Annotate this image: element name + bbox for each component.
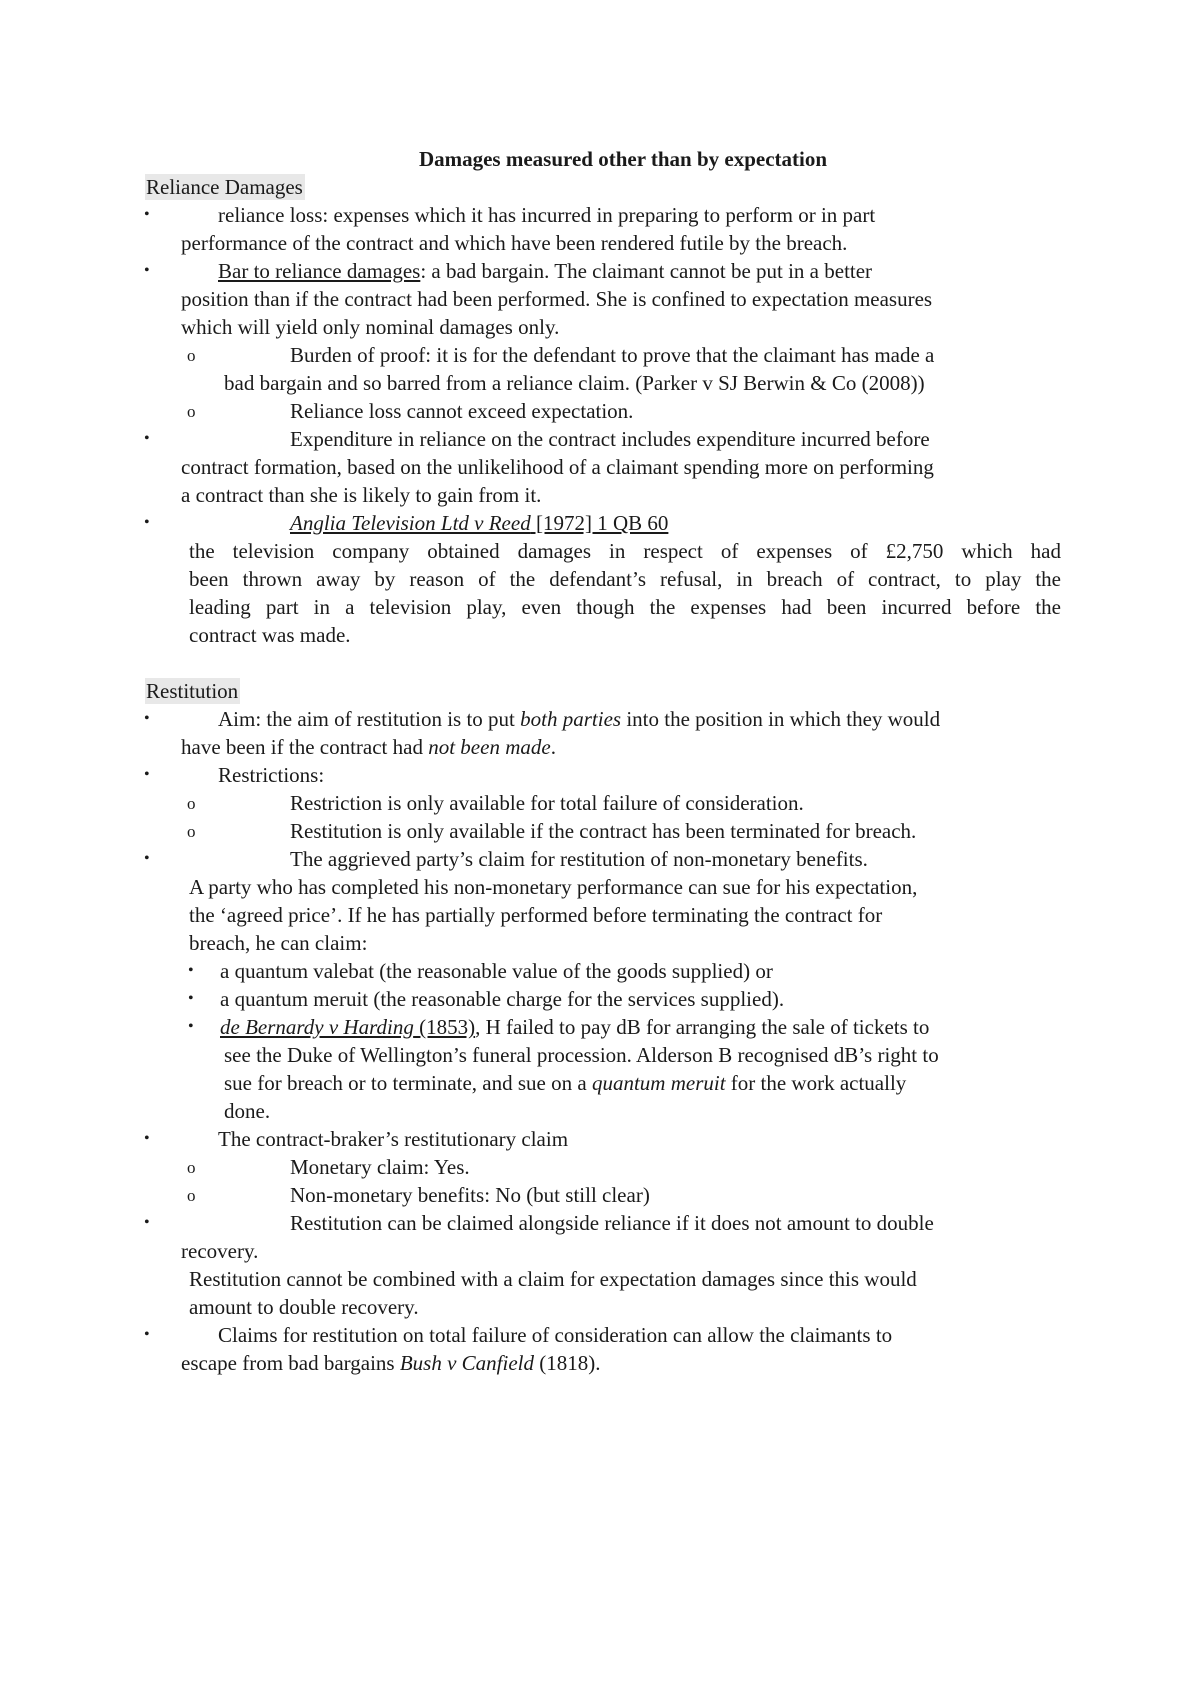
- restitution-line: Restitution cannot be combined with a claim for expectation damages since this would: [189, 1267, 917, 1291]
- reliance-line: which will yield only nominal damages only.: [181, 315, 560, 339]
- emphasis-text: both parties: [520, 707, 622, 731]
- bullet-marker: •: [144, 262, 150, 279]
- restitution-line: a quantum valebat (the reasonable value of the goods supplied) or: [220, 959, 773, 983]
- restitution-text: .: [550, 735, 556, 759]
- restitution-line: a quantum meruit (the reasonable charge for the services supplied).: [220, 987, 785, 1011]
- case-citation-bernardy: [220, 1014, 929, 1040]
- reliance-line: contract formation, based on the unlikelihood of a claimant spending more on performing: [181, 455, 934, 479]
- restitution-line: amount to double recovery.: [189, 1295, 419, 1319]
- bullet-marker: •: [188, 962, 194, 979]
- sub-bullet-marker: o: [187, 794, 196, 813]
- sub-bullet-marker: o: [187, 1158, 196, 1177]
- bar-to-reliance-term: Bar to reliance damages: [218, 259, 421, 283]
- restitution-line: [218, 706, 940, 732]
- reliance-line: Burden of proof: it is for the defendant to prove that the claimant has made a: [290, 343, 935, 367]
- reliance-line: the television company obtained damages in respect of expenses of £2,750 which had: [189, 539, 1061, 563]
- bullet-marker: •: [144, 1130, 150, 1147]
- restitution-line: Restitution is only available if the contract has been terminated for breach.: [290, 819, 917, 843]
- restitution-line: The aggrieved party’s claim for restitution of non-monetary benefits.: [290, 847, 868, 871]
- bullet-marker: •: [144, 766, 150, 783]
- restitution-line: done.: [224, 1099, 271, 1123]
- reliance-line: reliance loss: expenses which it has incurred in preparing to perform or in part: [218, 203, 876, 227]
- restitution-line: Restrictions:: [218, 763, 325, 787]
- restitution-line: The contract-braker’s restitutionary claim: [218, 1127, 569, 1151]
- reliance-line: [218, 258, 872, 284]
- restitution-line: Non-monetary benefits: No (but still clear): [290, 1183, 650, 1207]
- case-name-bernardy: de Bernardy v Harding: [220, 1015, 414, 1039]
- restitution-text: (1818).: [534, 1351, 601, 1375]
- reliance-line: a contract than she is likely to gain from it.: [181, 483, 542, 507]
- restitution-line: Claims for restitution on total failure of consideration can allow the claimants to: [218, 1323, 893, 1347]
- section-heading-reliance: Reliance Damages: [146, 175, 303, 199]
- case-name-anglia: Anglia Television Ltd v Reed: [290, 511, 531, 535]
- sub-bullet-marker: o: [187, 822, 196, 841]
- restitution-line: [181, 734, 556, 760]
- restitution-text: Aim: the aim of restitution is to put: [218, 707, 521, 731]
- restitution-text: for the work actually: [725, 1071, 907, 1095]
- case-citation-anglia: [290, 510, 668, 536]
- restitution-text: into the position in which they would: [621, 707, 941, 731]
- reliance-line: Reliance loss cannot exceed expectation.: [290, 399, 634, 423]
- bullet-marker: •: [144, 514, 150, 531]
- sub-bullet-marker: o: [187, 1186, 196, 1205]
- restitution-text: sue for breach or to terminate, and sue on a: [224, 1071, 592, 1095]
- bullet-marker: •: [144, 710, 150, 727]
- case-year-bernardy: (1853): [413, 1015, 476, 1039]
- emphasis-text: not been made: [428, 735, 551, 759]
- reliance-text: : a bad bargain. The claimant cannot be put in a better: [420, 259, 873, 283]
- bullet-marker: •: [188, 1018, 194, 1035]
- sub-bullet-marker: o: [187, 402, 196, 421]
- restitution-line: Restitution can be claimed alongside reliance if it does not amount to double: [290, 1211, 934, 1235]
- reliance-line: position than if the contract had been performed. She is confined to expectation measures: [181, 287, 933, 311]
- reliance-line: bad bargain and so barred from a reliance claim. (Parker v SJ Berwin & Co (2008)): [224, 371, 925, 395]
- bullet-marker: •: [144, 430, 150, 447]
- bullet-marker: •: [144, 206, 150, 223]
- case-ref-anglia: [1972] 1 QB 60: [530, 511, 669, 535]
- restitution-line: Restriction is only available for total failure of consideration.: [290, 791, 804, 815]
- sub-bullet-marker: o: [187, 346, 196, 365]
- reliance-line: leading part in a television play, even though the expenses had been incurred before the: [189, 595, 1061, 619]
- restitution-text: , H failed to pay dB for arranging the sale of tickets to: [475, 1015, 930, 1039]
- page-title: Damages measured other than by expectation: [418, 147, 828, 171]
- bullet-marker: •: [188, 990, 194, 1007]
- restitution-line: [224, 1070, 906, 1096]
- restitution-line: Monetary claim: Yes.: [290, 1155, 470, 1179]
- restitution-line: [181, 1350, 601, 1376]
- restitution-line: the ‘agreed price’. If he has partially performed before terminating the contract for: [189, 903, 883, 927]
- restitution-text: escape from bad bargains: [181, 1351, 400, 1375]
- emphasis-text: quantum meruit: [591, 1071, 726, 1095]
- reliance-line: performance of the contract and which have been rendered futile by the breach.: [181, 231, 848, 255]
- restitution-line: recovery.: [181, 1239, 259, 1263]
- bullet-marker: •: [144, 1326, 150, 1343]
- case-name-bush: Bush v Canfield: [399, 1351, 535, 1375]
- reliance-line: Expenditure in reliance on the contract includes expenditure incurred before: [290, 427, 930, 451]
- restitution-line: breach, he can claim:: [189, 931, 368, 955]
- bullet-marker: •: [144, 850, 150, 867]
- restitution-text: have been if the contract had: [181, 735, 429, 759]
- reliance-line: contract was made.: [189, 623, 351, 647]
- reliance-line: been thrown away by reason of the defendant’s refusal, in breach of contract, to play the: [189, 567, 1061, 591]
- restitution-line: A party who has completed his non-monetary performance can sue for his expectation,: [189, 875, 918, 899]
- section-heading-restitution: Restitution: [146, 679, 239, 703]
- restitution-line: see the Duke of Wellington’s funeral procession. Alderson B recognised dB’s right to: [224, 1043, 939, 1067]
- bullet-marker: •: [144, 1214, 150, 1231]
